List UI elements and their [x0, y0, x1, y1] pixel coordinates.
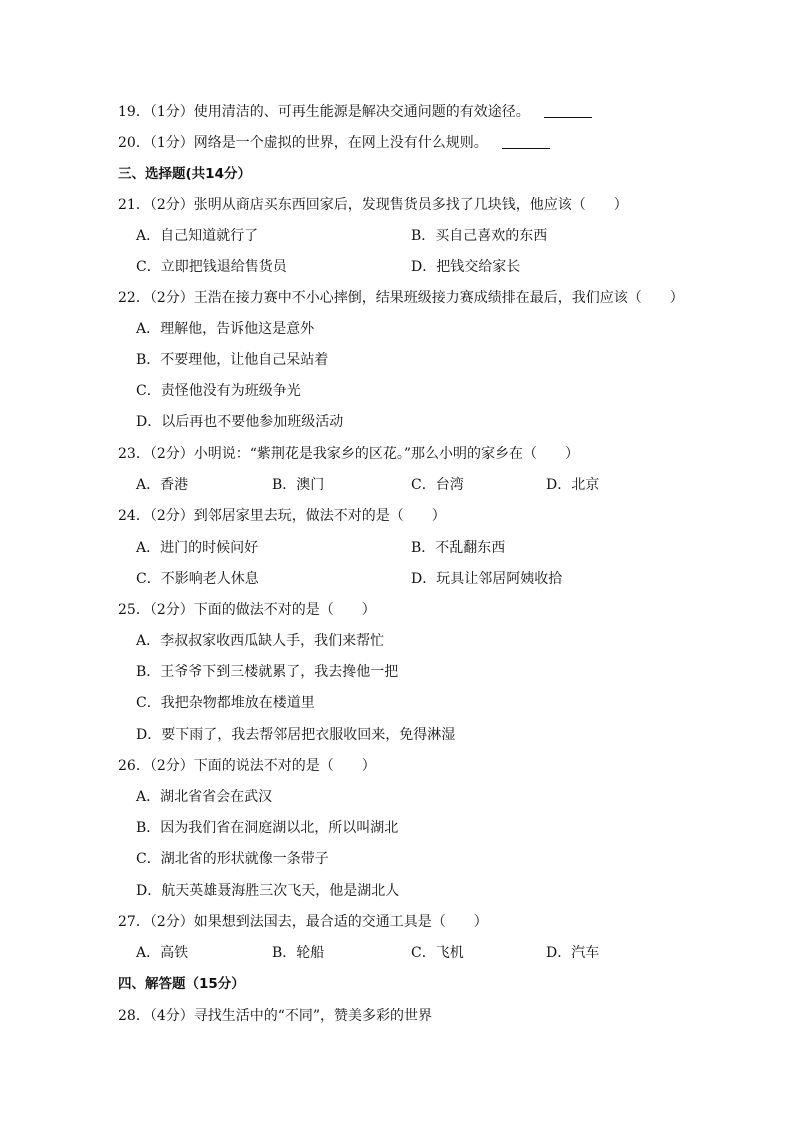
- question-26-text: 26．（2分）下面的说法不对的是（ ）: [118, 758, 376, 774]
- option-c[interactable]: C．湖北省的形状就像一条带子: [136, 851, 329, 867]
- question-26-option-d: [136, 880, 696, 902]
- answer-blank[interactable]: [502, 134, 550, 149]
- section-3-heading: 三、选择题(共14分）: [118, 166, 251, 182]
- option-a[interactable]: A．湖北省省会在武汉: [136, 789, 273, 805]
- question-22-option-d: [136, 411, 696, 433]
- question-24-options-row-1: [136, 537, 696, 559]
- option-b[interactable]: B．不乱翻东西: [411, 540, 506, 556]
- option-d[interactable]: D．把钱交给家长: [411, 259, 521, 275]
- question-19: [118, 101, 592, 123]
- option-c[interactable]: C．我把杂物都堆放在楼道里: [136, 695, 315, 711]
- option-b[interactable]: B．王爷爷下到三楼就累了，我去搀他一把: [136, 664, 399, 680]
- option-d[interactable]: D．汽车: [546, 945, 600, 961]
- option-a[interactable]: A．高铁: [136, 945, 189, 961]
- question-21-options-row-1: [136, 225, 696, 247]
- option-c[interactable]: C．立即把钱退给售货员: [136, 259, 287, 275]
- answer-blank[interactable]: [544, 103, 592, 118]
- question-25-option-a: [136, 630, 696, 652]
- option-a[interactable]: A．李叔叔家收西瓜缺人手，我们来帮忙: [136, 633, 385, 649]
- option-d[interactable]: D．北京: [546, 477, 600, 493]
- question-20: [118, 132, 550, 154]
- question-25-option-c: [136, 692, 696, 714]
- question-21-text: 21．（2分）张明从商店买东西回家后，发现售货员多找了几块钱，他应该（ ）: [118, 197, 628, 213]
- question-26-option-c: [136, 848, 696, 870]
- option-b[interactable]: B．买自己喜欢的东西: [411, 228, 548, 244]
- question-20-text: 20．（1分）网络是一个虚拟的世界，在网上没有什么规则。: [118, 135, 488, 151]
- option-b[interactable]: B．澳门: [272, 477, 325, 493]
- question-22-option-c: [136, 380, 696, 402]
- option-d[interactable]: D．以后再也不要他参加班级活动: [136, 414, 344, 430]
- question-22-option-a: [136, 318, 696, 340]
- option-c[interactable]: C．责怪他没有为班级争光: [136, 383, 301, 399]
- option-b[interactable]: B．不要理他，让他自己呆站着: [136, 352, 329, 368]
- option-a[interactable]: A．香港: [136, 477, 189, 493]
- question-25-option-d: [136, 724, 696, 746]
- option-d[interactable]: D．航天英雄聂海胜三次飞天，他是湖北人: [136, 883, 400, 899]
- question-26-option-a: [136, 786, 696, 808]
- question-22-text: 22．（2分）王浩在接力赛中不小心摔倒，结果班级接力赛成绩排在最后，我们应该（ ）: [118, 290, 684, 306]
- question-23-text: 23．（2分）小明说：“紫荆花是我家乡的区花。”那么小明的家乡在（ ）: [118, 446, 580, 462]
- question-22-option-b: [136, 349, 696, 371]
- option-b[interactable]: B．因为我们省在洞庭湖以北，所以叫湖北: [136, 820, 399, 836]
- question-24-options-row-2: [136, 568, 696, 590]
- question-26-option-b: [136, 817, 696, 839]
- question-28-text: 28．（4分）寻找生活中的“不同”，赞美多彩的世界: [118, 1008, 433, 1024]
- question-23-options-row: [136, 474, 696, 496]
- option-c[interactable]: C．飞机: [411, 945, 464, 961]
- question-27-text: 27．（2分）如果想到法国去，最合适的交通工具是（ ）: [118, 914, 488, 930]
- option-d[interactable]: D．要下雨了，我去帮邻居把衣服收回来，免得淋湿: [136, 727, 456, 743]
- question-19-text: 19．（1分）使用清洁的、可再生能源是解决交通问题的有效途径。: [118, 104, 530, 120]
- option-d[interactable]: D．玩具让邻居阿姨收拾: [411, 571, 563, 587]
- question-25-text: 25．（2分）下面的做法不对的是（ ）: [118, 602, 376, 618]
- option-a[interactable]: A．进门的时候问好: [136, 540, 259, 556]
- question-25-option-b: [136, 661, 696, 683]
- option-c[interactable]: C．不影响老人休息: [136, 571, 259, 587]
- question-27-options-row: [136, 942, 696, 964]
- option-b[interactable]: B．轮船: [272, 945, 325, 961]
- question-21-options-row-2: [136, 256, 696, 278]
- question-24-text: 24．（2分）到邻居家里去玩，做法不对的是（ ）: [118, 508, 446, 524]
- option-a[interactable]: A．理解他，告诉他这是意外: [136, 321, 315, 337]
- section-4-heading: 四、解答题（15分）: [118, 976, 245, 992]
- option-a[interactable]: A．自己知道就行了: [136, 228, 259, 244]
- option-c[interactable]: C．台湾: [411, 477, 464, 493]
